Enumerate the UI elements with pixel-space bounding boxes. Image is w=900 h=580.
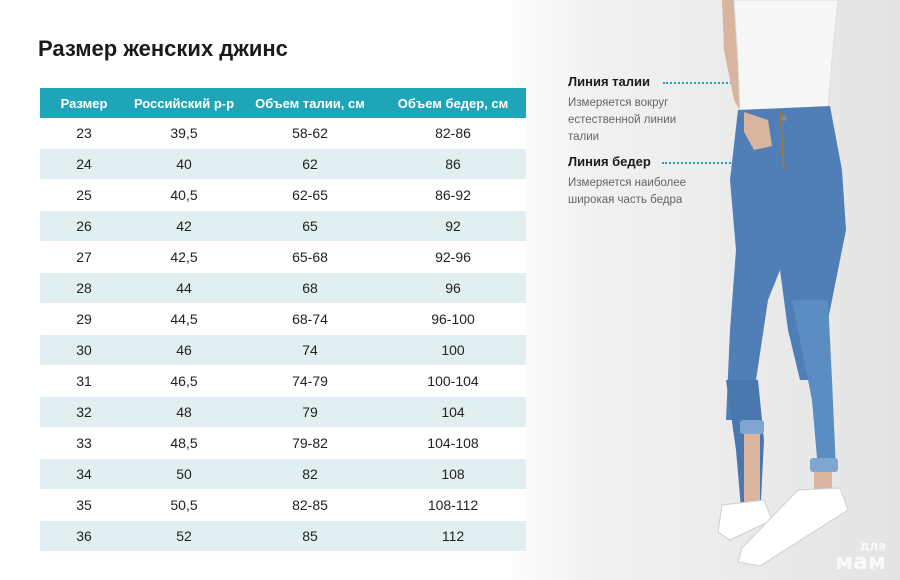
cell-size: 27 <box>40 242 128 273</box>
cell-waist: 74 <box>240 335 380 366</box>
cell-russian-size: 48 <box>128 397 240 428</box>
jeans-button <box>781 115 787 121</box>
cell-russian-size: 40 <box>128 149 240 180</box>
model-photo <box>660 0 900 580</box>
cell-hips: 96-100 <box>380 304 526 335</box>
table-header-row <box>40 88 526 118</box>
watermark-line1: для <box>859 539 886 553</box>
cell-waist: 68-74 <box>240 304 380 335</box>
header-hips: Объем бедер, см <box>380 88 526 118</box>
table-row <box>40 397 526 428</box>
cell-size: 36 <box>40 521 128 552</box>
cell-hips: 108-112 <box>380 490 526 521</box>
cell-hips: 92 <box>380 211 526 242</box>
cell-waist: 74-79 <box>240 366 380 397</box>
table-row <box>40 366 526 397</box>
cell-waist: 65-68 <box>240 242 380 273</box>
front-cuff-shape <box>740 420 764 434</box>
header-russian-size: Российский р-р <box>128 88 240 118</box>
cell-waist: 68 <box>240 273 380 304</box>
cell-size: 24 <box>40 149 128 180</box>
cell-russian-size: 46 <box>128 335 240 366</box>
tshirt-shape <box>734 0 838 112</box>
cell-hips: 96 <box>380 273 526 304</box>
table-row <box>40 211 526 242</box>
table-body <box>40 118 526 552</box>
cell-hips: 100 <box>380 335 526 366</box>
cell-russian-size: 44,5 <box>128 304 240 335</box>
table-row <box>40 149 526 180</box>
table-row <box>40 521 526 552</box>
cell-hips: 112 <box>380 521 526 552</box>
table-row <box>40 273 526 304</box>
cell-russian-size: 50 <box>128 459 240 490</box>
cell-waist: 58-62 <box>240 118 380 149</box>
table-row <box>40 304 526 335</box>
cell-size: 31 <box>40 366 128 397</box>
cell-size: 32 <box>40 397 128 428</box>
table-row <box>40 242 526 273</box>
cell-hips: 86-92 <box>380 180 526 211</box>
cell-waist: 79-82 <box>240 428 380 459</box>
cell-russian-size: 44 <box>128 273 240 304</box>
table-row <box>40 459 526 490</box>
cell-size: 30 <box>40 335 128 366</box>
cell-waist: 82-85 <box>240 490 380 521</box>
cell-waist: 79 <box>240 397 380 428</box>
cell-waist: 65 <box>240 211 380 242</box>
table-row <box>40 118 526 149</box>
hip-line-title: Линия бедер <box>568 154 651 169</box>
cell-hips: 104 <box>380 397 526 428</box>
watermark-line2: мам <box>835 550 886 575</box>
cell-waist: 62 <box>240 149 380 180</box>
cell-russian-size: 48,5 <box>128 428 240 459</box>
front-ankle-shape <box>744 434 760 504</box>
cell-size: 23 <box>40 118 128 149</box>
cell-size: 25 <box>40 180 128 211</box>
cell-hips: 108 <box>380 459 526 490</box>
cell-size: 33 <box>40 428 128 459</box>
waist-line-description: Измеряется вокруг естественной линии талии <box>568 97 677 143</box>
cell-size: 34 <box>40 459 128 490</box>
cell-russian-size: 39,5 <box>128 118 240 149</box>
table-row <box>40 490 526 521</box>
cell-hips: 100-104 <box>380 366 526 397</box>
cell-russian-size: 40,5 <box>128 180 240 211</box>
table-row <box>40 180 526 211</box>
cell-size: 26 <box>40 211 128 242</box>
cell-waist: 82 <box>240 459 380 490</box>
cell-russian-size: 42 <box>128 211 240 242</box>
cell-hips: 104-108 <box>380 428 526 459</box>
header-waist: Объем талии, см <box>240 88 380 118</box>
cell-russian-size: 42,5 <box>128 242 240 273</box>
page-title: Размер женских джинс <box>38 36 288 61</box>
cell-hips: 92-96 <box>380 242 526 273</box>
cell-russian-size: 52 <box>128 521 240 552</box>
back-cuff-shape <box>810 458 838 472</box>
size-table <box>40 88 526 552</box>
table-row <box>40 428 526 459</box>
header-size: Размер <box>40 88 128 118</box>
jeans-back-leg-shape <box>792 300 836 470</box>
cell-size: 29 <box>40 304 128 335</box>
watermark <box>835 540 886 574</box>
cell-russian-size: 50,5 <box>128 490 240 521</box>
table-row <box>40 335 526 366</box>
cell-russian-size: 46,5 <box>128 366 240 397</box>
cell-size: 28 <box>40 273 128 304</box>
cell-hips: 86 <box>380 149 526 180</box>
hip-line-description: Измеряется наиболее широкая часть бедра <box>568 177 687 206</box>
cell-size: 35 <box>40 490 128 521</box>
cell-hips: 82-86 <box>380 118 526 149</box>
cell-waist: 62-65 <box>240 180 380 211</box>
waist-line-title: Линия талии <box>568 74 650 89</box>
cell-waist: 85 <box>240 521 380 552</box>
